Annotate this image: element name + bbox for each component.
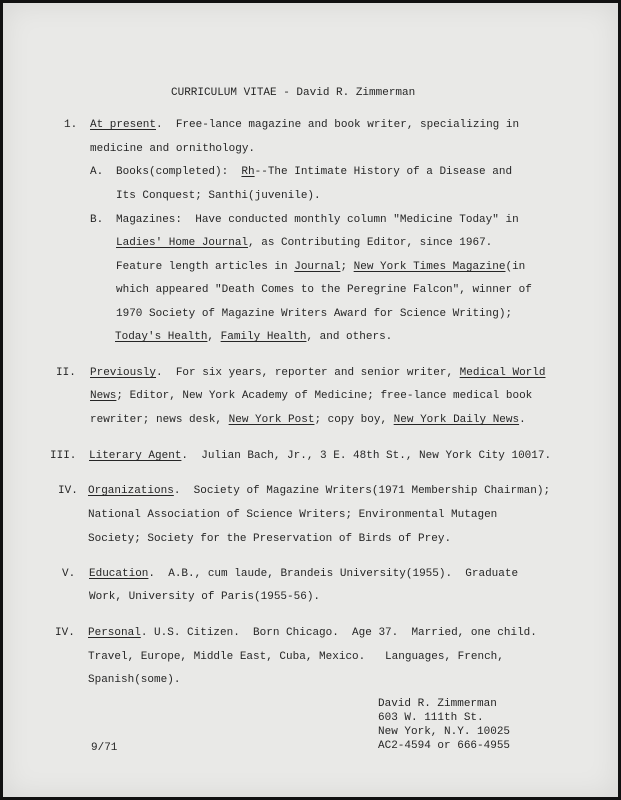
- text-line: [89, 567, 518, 581]
- text-segment: medicine and ornithology.: [90, 143, 256, 155]
- address-line: David R. Zimmerman: [378, 698, 497, 710]
- text-line: [116, 260, 525, 274]
- underlined-title: Previously: [90, 367, 157, 379]
- section-number: IV.: [55, 627, 75, 639]
- text-line: [90, 118, 519, 132]
- text-segment: (in: [505, 261, 526, 273]
- address-line: 603 W. 111th St.: [378, 712, 484, 724]
- text-segment: Feature length articles in: [116, 261, 295, 273]
- text-segment: . Free-lance magazine and book writer, specializing in: [156, 119, 520, 131]
- underlined-title: At present: [90, 119, 157, 131]
- section-number: B.: [90, 214, 104, 226]
- underlined-title: Ladies' Home Journal: [116, 237, 249, 249]
- text-segment: , and others.: [306, 331, 393, 343]
- section-number: V.: [62, 568, 76, 580]
- underlined-title: Today's Health: [115, 331, 208, 343]
- underlined-title: Personal: [88, 627, 141, 639]
- text-segment: Its Conquest; Santhi(juvenile).: [116, 190, 321, 202]
- text-line: [116, 307, 512, 321]
- text-line: [116, 236, 492, 250]
- underlined-title: New York Times Magazine: [353, 261, 506, 273]
- text-segment: . For six years, reporter and senior writer,: [156, 367, 460, 379]
- text-segment: Books(completed):: [116, 166, 242, 178]
- text-line: [89, 590, 320, 604]
- text-line: [90, 366, 546, 380]
- text-segment: rewriter; news desk,: [90, 414, 229, 426]
- section-number: A.: [90, 166, 104, 178]
- text-segment: . Julian Bach, Jr., 3 E. 48th St., New York City 10017.: [181, 450, 552, 462]
- text-segment: ; copy boy,: [314, 414, 394, 426]
- document-date: 9/71: [91, 742, 118, 754]
- underlined-title: Rh: [241, 166, 255, 178]
- underlined-title: Education: [89, 568, 149, 580]
- text-line: [116, 213, 519, 227]
- text-line: [88, 532, 451, 546]
- text-line: [116, 283, 532, 297]
- section-number: II.: [56, 367, 76, 379]
- text-segment: ,: [207, 331, 221, 343]
- underlined-title: Family Health: [220, 331, 307, 343]
- underlined-title: Journal: [294, 261, 341, 273]
- text-line: [88, 484, 550, 498]
- document-title: CURRICULUM VITAE - David R. Zimmerman: [171, 87, 416, 99]
- text-segment: .: [519, 414, 526, 426]
- text-segment: . A.B., cum laude, Brandeis University(1955). Graduate: [148, 568, 519, 580]
- underlined-title: Medical World: [459, 367, 546, 379]
- document-page: [3, 3, 618, 797]
- text-segment: 1970 Society of Magazine Writers Award for Science Writing);: [116, 308, 513, 320]
- text-line: [90, 389, 532, 403]
- text-line: [88, 673, 180, 687]
- text-segment: , as Contributing Editor, since 1967.: [248, 237, 493, 249]
- text-segment: . Society of Magazine Writers(1971 Membership Chairman);: [173, 485, 551, 497]
- text-segment: which appeared "Death Comes to the Peregrine Falcon", winner of: [116, 284, 532, 296]
- text-line: [115, 330, 392, 344]
- text-segment: Travel, Europe, Middle East, Cuba, Mexico. Languages, French,: [88, 651, 504, 663]
- text-segment: Work, University of Paris(1955-56).: [89, 591, 321, 603]
- text-line: [90, 413, 526, 427]
- section-number: III.: [50, 450, 77, 462]
- text-line: [89, 449, 551, 463]
- underlined-title: New York Post: [228, 414, 315, 426]
- text-line: [88, 650, 504, 664]
- text-segment: ; Editor, New York Academy of Medicine; free-lance medical book: [116, 390, 533, 402]
- text-segment: National Association of Science Writers; Environmental Mutagen: [88, 509, 498, 521]
- address-line: AC2-4594 or 666-4955: [378, 740, 511, 752]
- text-segment: Magazines: Have conducted monthly column "Medicine Today" in: [116, 214, 519, 226]
- text-segment: . U.S. Citizen. Born Chicago. Age 37. Married, one child.: [140, 627, 537, 639]
- underlined-title: News: [90, 390, 117, 402]
- text-line: [88, 508, 497, 522]
- text-line: [116, 165, 512, 179]
- address-line: New York, N.Y. 10025: [378, 726, 511, 738]
- text-line: [88, 626, 537, 640]
- text-segment: ;: [340, 261, 354, 273]
- underlined-title: New York Daily News: [393, 414, 520, 426]
- underlined-title: Literary Agent: [89, 450, 182, 462]
- text-line: [90, 142, 255, 156]
- section-number: 1.: [64, 119, 78, 131]
- text-segment: Spanish(some).: [88, 674, 181, 686]
- section-number: IV.: [58, 485, 78, 497]
- text-line: [116, 189, 321, 203]
- text-segment: --The Intimate History of a Disease and: [254, 166, 513, 178]
- text-segment: Society; Society for the Preservation of Birds of Prey.: [88, 533, 452, 545]
- underlined-title: Organizations: [88, 485, 174, 497]
